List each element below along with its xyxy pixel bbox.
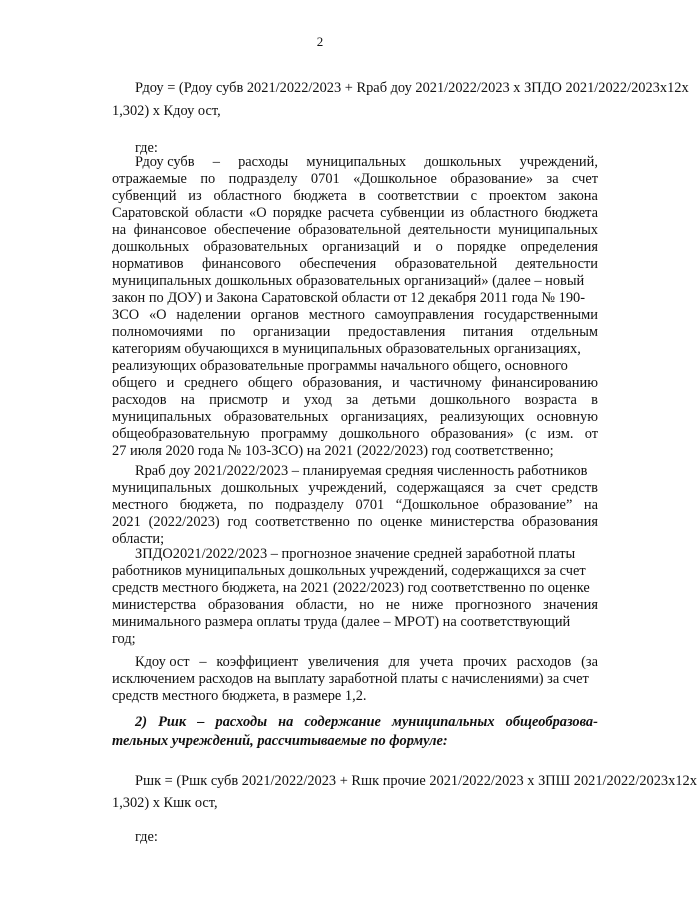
word: соответствии <box>377 188 459 204</box>
word: Ршк <box>158 714 187 730</box>
para3-line <box>112 614 598 631</box>
word: бюджета <box>293 188 348 204</box>
para1-line <box>112 409 598 426</box>
word: деятельности <box>408 222 491 238</box>
word: обеспечение <box>214 222 291 238</box>
para1-line <box>112 324 598 341</box>
para2-line <box>112 480 598 497</box>
word: образование” <box>490 497 573 513</box>
word: оценке <box>380 514 423 530</box>
word: Рдоу субв <box>135 154 195 170</box>
word: организациях, <box>340 409 428 425</box>
word: муниципальных дошкольных образовательных организаций» (далее – новый <box>112 273 585 289</box>
word: x <box>668 773 676 789</box>
word: за <box>346 392 359 408</box>
word: расходы <box>215 714 268 730</box>
word: министерства <box>112 597 197 613</box>
word: увеличения <box>308 654 379 670</box>
word: среднего <box>184 375 239 391</box>
word: общего <box>247 375 293 391</box>
word: категориям обучающихся в муниципальных образовательных организациях, <box>112 341 581 357</box>
word: определения <box>520 239 598 255</box>
para4-line <box>135 654 598 671</box>
word: минимального размера оплаты труда (далее – МРОТ) на соответствующий <box>112 614 571 630</box>
word: от <box>584 426 598 442</box>
word: из <box>188 188 202 204</box>
word: но <box>359 597 375 613</box>
para3-line <box>112 631 598 648</box>
word: – <box>199 654 207 670</box>
word: коэффициент <box>216 654 299 670</box>
word: 2) <box>135 714 147 730</box>
word: 27 июля 2020 года № 103-ЗСО) на 2021 (2022/2023) год соответственно; <box>112 443 554 459</box>
word: Кдоу ост <box>135 654 190 670</box>
word: общеобразовательную <box>112 426 250 442</box>
word: «О <box>249 205 267 221</box>
word: деятельности <box>515 256 598 272</box>
word: на <box>278 714 294 730</box>
word: финансовое <box>133 222 207 238</box>
para1-line <box>112 239 598 256</box>
word: счет <box>571 171 598 187</box>
word: исключением расходов на выплату заработной платы с начислениями) за счет <box>112 671 589 687</box>
word: уход <box>303 392 332 408</box>
word: на <box>583 497 598 513</box>
word: прочих <box>463 654 507 670</box>
word: бюджета, <box>179 497 237 513</box>
word: средств местного бюджета, в размере 1,2. <box>112 688 367 704</box>
word: образования <box>522 514 598 530</box>
word: муниципальных <box>306 154 407 170</box>
word: содержащаяся <box>396 480 484 496</box>
word: министерства <box>430 514 515 530</box>
word: расходов <box>112 392 167 408</box>
word: расчета <box>327 205 375 221</box>
word: образования» <box>430 426 514 442</box>
word: за <box>493 480 506 496</box>
word: отражаемые <box>112 171 187 187</box>
word: по <box>248 497 264 513</box>
word: предоставления <box>347 324 446 340</box>
word: области <box>194 205 243 221</box>
word: полномочиями <box>112 324 203 340</box>
word: (2022/2023) <box>148 514 220 530</box>
word: области; <box>112 531 165 547</box>
word: 12 <box>675 773 690 789</box>
para1-line <box>112 443 598 460</box>
word: год <box>227 514 248 530</box>
word: подразделу <box>228 171 298 187</box>
word: образовательной <box>394 256 498 272</box>
word: счет <box>515 480 542 496</box>
word: о <box>435 239 443 255</box>
word: на <box>180 392 195 408</box>
word: программу <box>260 426 328 442</box>
para1-line <box>112 205 598 222</box>
word: содержание <box>304 714 381 730</box>
word: питания <box>463 324 514 340</box>
word: (за <box>581 654 598 670</box>
word: порядке <box>457 239 507 255</box>
word: за <box>546 171 559 187</box>
word: расходов <box>516 654 572 670</box>
word: по <box>200 171 216 187</box>
para2-line <box>112 497 598 514</box>
word: государственными <box>483 307 598 323</box>
word: изм. <box>547 426 574 442</box>
word: x <box>689 773 697 789</box>
word: 0701 <box>355 497 385 513</box>
word: тельных учреждений, рассчитываемые по формуле: <box>112 733 448 749</box>
word: области, <box>295 597 348 613</box>
formula-2-line-1 <box>135 773 697 790</box>
word: общеобразова- <box>505 714 598 730</box>
word: (с <box>525 426 537 442</box>
para1-line <box>112 171 598 188</box>
word: порядке <box>272 205 322 221</box>
word: самоуправления <box>374 307 475 323</box>
word: образование» <box>450 171 534 187</box>
word: “Дошкольное <box>395 497 479 513</box>
word: «О <box>148 307 167 323</box>
word: органов <box>250 307 299 323</box>
para1-line <box>112 290 598 307</box>
word: образовательной <box>298 222 401 238</box>
para1-line <box>112 358 598 375</box>
word: 0701 <box>310 171 340 187</box>
para2-line <box>112 514 598 531</box>
word: учета <box>419 654 454 670</box>
para3-line <box>112 580 598 597</box>
word: средств местного бюджета, на 2021 (2022/2023) год соответственно по оценке <box>112 580 590 596</box>
word: закон по ДОУ) и Закона Саратовской области от 12 декабря 2011 года № 190- <box>112 290 586 306</box>
para3-line <box>112 563 598 580</box>
word: реализующих образовательные программы начального общего, основного <box>112 358 568 374</box>
where-label-2: где: <box>135 829 158 845</box>
word: работников муниципальных дошкольных учреждений, содержащихся за счет <box>112 563 586 579</box>
para3-line <box>135 546 598 563</box>
word: учреждений, <box>308 480 387 496</box>
word: по <box>220 324 236 340</box>
word: закона <box>558 188 598 204</box>
word: подразделу <box>274 497 344 513</box>
formula-2-line-2: 1,302) x Кшк ост, <box>112 795 218 811</box>
para1-line <box>112 273 598 290</box>
word: расходы <box>238 154 289 170</box>
word: «Дошкольное <box>353 171 437 187</box>
para1-line <box>112 256 598 273</box>
para4-line <box>112 688 598 705</box>
word: средств <box>551 480 598 496</box>
para1-line <box>112 375 598 392</box>
word: отдельным <box>530 324 598 340</box>
word: – <box>197 714 205 730</box>
word: – <box>212 154 220 170</box>
page-number: 2 <box>316 34 324 49</box>
para1-line <box>135 154 598 171</box>
word: учреждений, <box>519 154 598 170</box>
word: на <box>112 222 127 238</box>
word: образования <box>207 597 284 613</box>
word: дошкольного <box>430 392 511 408</box>
word: ЗСО <box>112 307 140 323</box>
word: реализующих <box>439 409 525 425</box>
word: детьми <box>372 392 416 408</box>
word: финансированию <box>491 375 598 391</box>
word: с <box>470 188 478 204</box>
word: общего <box>112 375 157 391</box>
word: основную <box>536 409 598 425</box>
formula-1-line-1 <box>135 80 689 97</box>
word: в <box>358 188 366 204</box>
word: бюджета <box>544 205 598 221</box>
word: год; <box>112 631 136 647</box>
word: в <box>591 392 598 408</box>
word: дошкольных <box>112 239 190 255</box>
formula-1-line-2: 1,302) x Кдоу ост, <box>112 103 221 119</box>
para2-line <box>135 463 598 480</box>
word: областного <box>470 205 539 221</box>
word: местного <box>112 497 169 513</box>
word: Рдоу = (Рдоу субв 2021/2022/2023 + Rраб доу 2021/2022/2023 x ЗПДО 2021/2022/2023 <box>135 80 660 96</box>
word: проектом <box>488 188 547 204</box>
word: Ршк = (Ршк субв 2021/2022/2023 + Rшк прочие 2021/2022/2023 x ЗПШ 2021/2022/2023 <box>135 773 669 789</box>
word: нормативов <box>112 256 184 272</box>
word: субвенции <box>380 205 445 221</box>
word: обеспечения <box>299 256 377 272</box>
para1-line <box>112 222 598 239</box>
word: образовательных <box>203 239 308 255</box>
word: дошкольных <box>221 480 299 496</box>
word: муниципальных <box>392 714 495 730</box>
section-heading-line <box>135 714 598 731</box>
para4-line <box>112 671 598 688</box>
word: и <box>413 239 422 255</box>
para1-line <box>112 392 598 409</box>
word: финансового <box>201 256 281 272</box>
word: значения <box>543 597 598 613</box>
word: образования, <box>302 375 383 391</box>
word: из <box>450 205 465 221</box>
word: организации <box>253 324 331 340</box>
word: Саратовской <box>112 205 189 221</box>
word: частичному <box>409 375 482 391</box>
para1-line <box>112 341 598 358</box>
section-heading-line <box>112 733 598 750</box>
word: ЗПДО2021/2022/2023 – прогнозное значение средней заработной платы <box>135 546 576 562</box>
word: x <box>681 80 689 96</box>
word: присмотр <box>209 392 268 408</box>
word: субвенций <box>112 188 177 204</box>
word: не <box>385 597 400 613</box>
para1-line <box>112 188 598 205</box>
word: муниципальных <box>112 480 212 496</box>
word: наделении <box>176 307 241 323</box>
word: образовательных <box>223 409 329 425</box>
word: муниципальных <box>112 409 212 425</box>
word: для <box>388 654 410 670</box>
word: 2021 <box>112 514 141 530</box>
word: Rраб доу 2021/2022/2023 – планируемая средняя численность работников <box>135 463 588 479</box>
para1-line <box>112 426 598 443</box>
word: местного <box>308 307 365 323</box>
para1-line <box>112 307 598 324</box>
word: прогнозного <box>455 597 532 613</box>
word: дошкольных <box>424 154 502 170</box>
word: ниже <box>411 597 444 613</box>
word: 12 <box>667 80 682 96</box>
word: x <box>659 80 668 96</box>
word: по <box>357 514 373 530</box>
word: возраста <box>524 392 577 408</box>
word: организаций <box>322 239 400 255</box>
word: и <box>391 375 400 391</box>
para3-line <box>112 597 598 614</box>
word: областного <box>213 188 282 204</box>
word: муниципальных <box>498 222 598 238</box>
word: соответственно <box>254 514 350 530</box>
where-label-1: где: <box>135 140 158 156</box>
word: и <box>166 375 175 391</box>
word: и <box>282 392 290 408</box>
word: дошкольного <box>339 426 420 442</box>
